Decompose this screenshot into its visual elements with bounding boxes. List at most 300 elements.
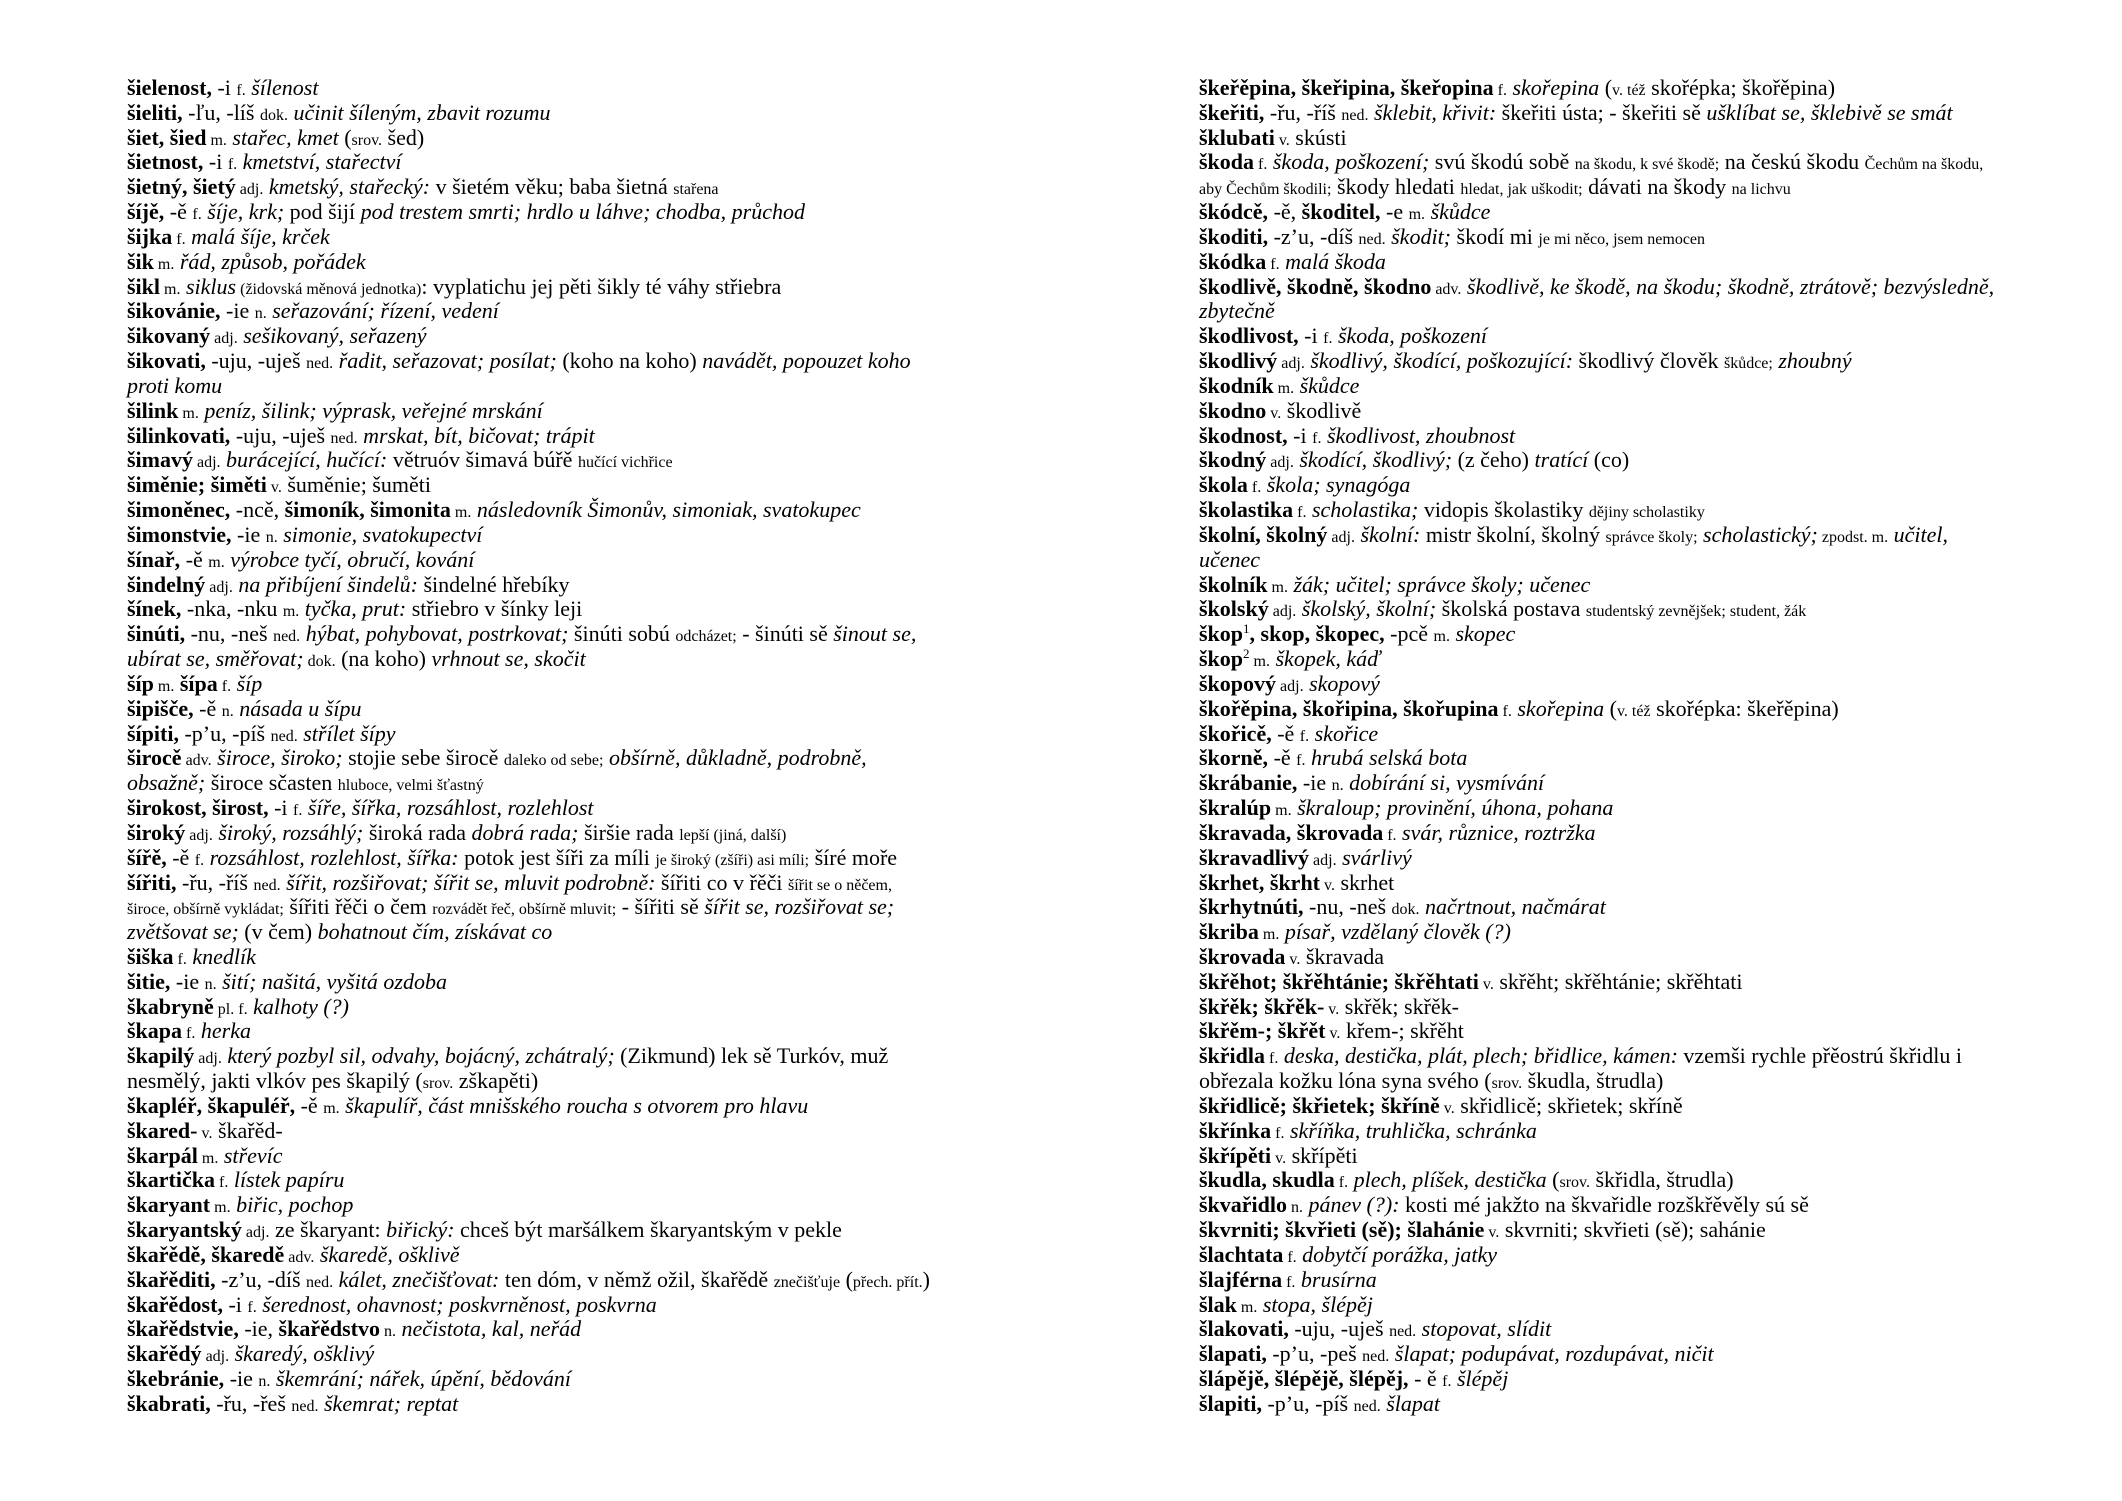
definition-text: šlapat; podupávat, rozdupávat, ničit <box>1389 1341 1714 1367</box>
definition-text: dobírání si, vysmívání <box>1343 770 1545 796</box>
label-text: f. <box>172 230 186 248</box>
label-text: f. <box>1282 1273 1296 1291</box>
entry-line <box>127 473 930 498</box>
label-text: f. <box>1296 752 1306 770</box>
entry-line <box>1199 597 1994 622</box>
definition-text: škodící, škodlivý; <box>1293 447 1453 473</box>
entry-text: -ie <box>170 968 205 994</box>
definition-text: dobytčí porážka, jatky <box>1296 1241 1498 1267</box>
entry-line <box>127 1268 930 1293</box>
definition-text: učenec <box>1199 546 1261 572</box>
definition-text: siklus <box>180 273 237 299</box>
entry-text: vzemši rychle přěostrú škřidlu i <box>1677 1043 1963 1069</box>
definition-text: kalhoty (?) <box>247 993 349 1019</box>
headword: škoditi, <box>1199 223 1269 249</box>
label-text: m. <box>1273 379 1295 397</box>
headword: škola <box>1199 472 1248 498</box>
label-text: ned. <box>1353 1397 1381 1415</box>
headword: šíjě, <box>127 199 165 225</box>
label-text: v. <box>1266 404 1282 422</box>
headword: , skop, škopec, <box>1249 621 1385 647</box>
definition-text: lístek papíru <box>228 1167 345 1193</box>
entry-text: zškapěti) <box>453 1068 539 1094</box>
definition-text: násada u šípu <box>233 695 362 721</box>
entry-text: škeřiti ústa; - škeřiti sě <box>1496 99 1707 125</box>
entry-line <box>127 970 930 995</box>
label-text: adj. <box>201 1348 230 1366</box>
entry-text: -uju, -uješ <box>230 422 331 448</box>
label-text: rozvádět řeč, obšírně mluvit; <box>432 901 617 919</box>
label-text: v. <box>1324 1000 1340 1018</box>
headword: škařědost, <box>127 1291 223 1317</box>
entry-line <box>1199 1392 1994 1417</box>
definition-text: škodlivost, zhoubnost <box>1321 422 1516 448</box>
entry-line <box>127 1144 930 1169</box>
label-text: adj. <box>205 578 233 596</box>
entry-line <box>127 150 930 175</box>
headword: škabrati, <box>127 1390 211 1416</box>
entry-line <box>1199 647 1994 672</box>
label-text: m. <box>323 1099 340 1117</box>
label-text: m. <box>153 677 175 695</box>
definition-text: plech, plíšek, destička <box>1348 1167 1547 1193</box>
entry-line <box>1199 399 1994 424</box>
label-text: v. <box>1271 1149 1287 1167</box>
entry-text: -řu, -říš <box>1264 99 1342 125</box>
entry-line <box>1199 1168 1994 1193</box>
entry-text: dávati na škody <box>1582 174 1732 200</box>
entry-line <box>127 1044 930 1069</box>
label-text: v. <box>1285 950 1301 968</box>
entry-text: ( <box>1599 75 1613 100</box>
headword: širokost, širost, <box>127 795 269 821</box>
definition-text: škaredě, ošklivě <box>314 1241 460 1267</box>
headword: šípiti, <box>127 720 179 746</box>
entry-text: skvrniti; skvřieti (sě); sahánie <box>1499 1217 1766 1243</box>
label-text: adj. <box>193 454 221 472</box>
definition-text: šklebit, křivit: <box>1368 99 1497 125</box>
label-text: m. <box>1249 653 1270 671</box>
entry-text: skústi <box>1289 124 1347 150</box>
label-text: dok. <box>303 653 336 671</box>
headword: škop <box>1199 621 1244 647</box>
entry-text: skořépka: škeřěpina) <box>1650 695 1839 721</box>
headword: škrhytnúti, <box>1199 894 1304 920</box>
label-text: hučící vichřice <box>577 454 673 472</box>
entry-text: -uju, -uješ <box>1288 1316 1390 1342</box>
headword: školský <box>1199 596 1269 622</box>
entry-text: šuměnie; šuměti <box>281 472 431 498</box>
headword: šlachtata <box>1199 1241 1284 1267</box>
definition-text: škopek, káď <box>1270 646 1381 672</box>
label-text: srov. <box>1559 1174 1590 1192</box>
entry-text: střiebro v šínky leji <box>406 596 583 622</box>
definition-text: vrhnout se, skočit <box>431 646 586 672</box>
label-text: v. <box>1274 131 1290 149</box>
entry-text: -i <box>1287 422 1313 448</box>
entry-line <box>127 1193 930 1218</box>
entry-text: široká rada <box>363 819 472 845</box>
label-text: adv. <box>284 1248 315 1266</box>
entry-text: skřěk; skřěk- <box>1339 993 1459 1019</box>
definition-text: škodlivě, ke škodě, na škodu; škodně, ztrátově; bezvýsledně, <box>1461 273 1995 299</box>
label-text: ned. <box>306 1273 334 1291</box>
entry-text: -i <box>211 75 237 100</box>
entry-line <box>127 1019 930 1044</box>
definition-text: stopovat, slídit <box>1416 1316 1552 1342</box>
label-text: adj. <box>185 826 213 844</box>
definition-text: ubírat se, směřovat; <box>127 646 304 672</box>
entry-text: -ie, <box>238 1316 279 1342</box>
label-text: ned. <box>1341 106 1369 124</box>
entry-text: na českú škodu <box>1719 149 1865 175</box>
label-text: f. <box>194 851 205 869</box>
entry-text: v šietém věku; baba šietná <box>430 174 674 200</box>
label-text: f. <box>1293 504 1307 522</box>
definition-text: šerednost, ohavnost; poskvrněnost, poskvrna <box>256 1291 657 1317</box>
label-text: na lichvu <box>1731 181 1791 199</box>
headword: škrovada <box>1199 943 1286 969</box>
entry-line <box>1199 1342 1994 1367</box>
label-text: n. <box>379 1323 396 1341</box>
label-text: adv. <box>1431 280 1462 298</box>
label-text: adj. <box>194 1050 222 1068</box>
left-column <box>127 76 930 1417</box>
definition-text: písař, vzdělaný člověk (?) <box>1279 919 1511 945</box>
headword: škravada, škrovada <box>1199 819 1384 845</box>
definition-text: tratící <box>1534 447 1589 473</box>
definition-text: skořepina <box>1511 695 1605 721</box>
entry-line <box>1199 1144 1994 1169</box>
headword: šikl <box>127 273 161 299</box>
label-text: srov. <box>351 131 383 149</box>
headword: školastika <box>1199 497 1294 523</box>
entry-text: -ie <box>220 298 255 324</box>
definition-text: obšírně, důkladně, podrobně, <box>603 745 867 771</box>
entry-line <box>127 1094 930 1119</box>
definition-text: pánev (?): <box>1303 1192 1400 1218</box>
entry-line <box>127 349 930 374</box>
definition-text: ušklíbat se, šklebivě se smát <box>1706 99 1953 125</box>
entry-line <box>127 647 930 672</box>
label-text: f. <box>1266 255 1280 273</box>
entry-text: křem-; skřěht <box>1340 1018 1464 1044</box>
entry-text: -nka, -nku <box>181 596 283 622</box>
headword: šířiti, <box>127 869 177 895</box>
definition-text: načrtnout, načmárat <box>1419 894 1606 920</box>
label-text: adj. <box>1266 454 1294 472</box>
headword: škarpál <box>127 1142 198 1168</box>
definition-text: zhoubný <box>1772 348 1852 374</box>
entry-text: -ie <box>231 521 266 547</box>
headword: škodlivost, <box>1199 323 1299 349</box>
definition-text: skořepina <box>1506 75 1600 100</box>
definition-text: knedlík <box>186 943 256 969</box>
entry-text: škodí mi <box>1451 223 1539 249</box>
headword: šimavý <box>127 447 193 473</box>
label-text: v. <box>1478 975 1494 993</box>
definition-text: navádět, popouzet koho <box>702 348 911 374</box>
definition-text: škodit; <box>1385 223 1452 249</box>
headword: škřěhot; škřěhtánie; škřěhtati <box>1199 968 1479 994</box>
headword: šikovati, <box>127 348 206 374</box>
headword: šiet, šied <box>127 124 207 150</box>
definition-text: dobrá rada; <box>471 819 579 845</box>
label-text: ned. <box>273 628 301 646</box>
entry-text: škodlivý člověk <box>1573 348 1724 374</box>
entry-text: skřěht; skřěhtánie; skřěhtati <box>1493 968 1743 994</box>
definition-text: tyčka, prut: <box>299 596 407 622</box>
entry-text: škařěd- <box>212 1117 283 1143</box>
label-text: adj. <box>1277 355 1305 373</box>
definition-text: zvětšovat se; <box>127 919 239 945</box>
definition-text: obsažně; <box>127 770 206 796</box>
entry-text: (v čem) <box>238 919 318 945</box>
entry-text: - šinúti sě <box>736 621 834 647</box>
entry-line <box>1199 622 1994 647</box>
label-text: (židovská měnová jednotka) <box>236 280 422 298</box>
headword: šlak <box>1199 1291 1237 1317</box>
entry-text: skřidlicě; skřietek; skříně <box>1454 1092 1683 1118</box>
definition-text: skříňka, truhlička, schránka <box>1284 1117 1537 1143</box>
headword: škoditel, <box>1301 199 1381 225</box>
definition-text: škemrání; nářek, úpění, bědování <box>270 1366 571 1392</box>
definition-text: škůdce <box>1294 372 1360 398</box>
entry-text: škody hledati <box>1331 174 1461 200</box>
entry-line <box>127 1069 930 1094</box>
entry-line <box>127 796 930 821</box>
entry-line <box>1199 523 1994 548</box>
headword: šlapiti, <box>1199 1390 1262 1416</box>
entry-text: pod šijí <box>284 199 361 225</box>
entry-line <box>1199 871 1994 896</box>
entry-line <box>127 771 930 796</box>
label-text: hledat, jak uškodit; <box>1460 181 1583 199</box>
entry-line <box>1199 796 1994 821</box>
label-text: adj. <box>1276 677 1304 695</box>
entry-line <box>1199 448 1994 473</box>
definition-text: šíře, šířka, rozsáhlost, rozlehlost <box>302 795 594 821</box>
entry-line <box>1199 200 1994 225</box>
definition-text: stopa, šlépěj <box>1257 1291 1373 1317</box>
entry-line <box>127 1119 930 1144</box>
label-text: dok. <box>260 106 288 124</box>
headword: škoda <box>1199 149 1255 175</box>
label-text: m. <box>206 131 227 149</box>
label-text: adj. <box>1327 528 1355 546</box>
entry-line <box>1199 970 1994 995</box>
definition-text: rozsáhlost, rozlehlost, šířka: <box>204 844 459 870</box>
entry-text: šířiti co v řěči <box>655 869 788 895</box>
entry-line <box>127 697 930 722</box>
entry-line <box>127 399 930 424</box>
label-text: je široký (zšíři) asi míli; <box>655 851 810 869</box>
entry-text: šinúti sobú <box>568 621 676 647</box>
headword: škebránie, <box>127 1366 225 1392</box>
headword: šindelný <box>127 571 206 597</box>
headword: škopový <box>1199 670 1277 696</box>
right-column <box>1199 76 1994 1417</box>
entry-line <box>1199 1094 1994 1119</box>
label-text: f. <box>1265 1050 1279 1068</box>
entry-line <box>127 895 930 920</box>
entry-text: širšie rada <box>578 819 680 845</box>
label-text: ned. <box>291 1397 319 1415</box>
headword: šikovánie, <box>127 298 221 324</box>
definition-text: svár, různice, roztržka <box>1396 819 1596 845</box>
entry-text: -i <box>1298 323 1324 349</box>
entry-text: -z’u, -díš <box>1268 223 1359 249</box>
label-text: m. <box>1236 1298 1258 1316</box>
label-text: f. <box>1312 429 1322 447</box>
headword: škřěm-; škřět <box>1199 1018 1326 1044</box>
definition-text: zbytečně <box>1199 298 1275 324</box>
headword: škařědstvo <box>278 1316 380 1342</box>
entry-line <box>1199 101 1994 126</box>
headword: škartička <box>127 1167 215 1193</box>
entry-text: : vyplatichu jej pěti šikly té váhy střiebra <box>421 273 782 299</box>
entry-text: -z’u, -díš <box>215 1266 307 1292</box>
definition-text: malá šíje, krček <box>185 223 330 249</box>
label-text: m. <box>210 1199 231 1217</box>
entry-line <box>1199 573 1994 598</box>
headword: škodno <box>1199 397 1267 423</box>
headword: šikovaný <box>127 323 211 349</box>
entry-line <box>1199 945 1994 970</box>
entry-text: skořépka; škořěpina) <box>1645 75 1836 100</box>
headword: šilinkovati, <box>127 422 231 448</box>
headword: škodnost, <box>1199 422 1288 448</box>
label-text: v. <box>266 479 282 497</box>
entry-line <box>1199 548 1994 573</box>
headword: škořicě, <box>1199 720 1272 746</box>
label-text: zpodst. m. <box>1817 528 1889 546</box>
entry-line <box>1199 722 1994 747</box>
entry-line <box>127 275 930 300</box>
label-text: v. <box>1484 1224 1500 1242</box>
headword: šieliti, <box>127 99 183 125</box>
label-text: adv. <box>181 752 212 770</box>
entry-text: -p’u, -píš <box>178 720 271 746</box>
label-text: f. <box>192 206 202 224</box>
definition-text: škraloup; provinění, úhona, pohana <box>1291 795 1614 821</box>
label-text: srov. <box>422 1075 454 1093</box>
definition-text: skopový <box>1303 670 1380 696</box>
entry-text: -ě, <box>1268 199 1302 225</box>
entry-text: škřidla, štrudla) <box>1589 1167 1734 1193</box>
entry-line <box>1199 1317 1994 1342</box>
entry-line <box>1199 424 1994 449</box>
entry-text: ze škaryant: <box>269 1217 387 1243</box>
entry-text: -ě <box>193 695 222 721</box>
definition-text: široce, široko; <box>211 745 343 771</box>
label-text: dějiny scholastiky <box>1588 504 1705 522</box>
entry-text: - ě <box>1408 1366 1443 1392</box>
headword: škřidlicě; škřietek; škříně <box>1199 1092 1440 1118</box>
label-text: adj. <box>1268 603 1297 621</box>
entry-text: ( <box>840 1266 853 1292</box>
headword: škřidla <box>1199 1043 1266 1069</box>
entry-line <box>1199 672 1994 697</box>
entry-text: -uju, -uješ <box>205 348 307 374</box>
headword: škrhet, škrht <box>1199 869 1321 895</box>
entry-text: ( <box>338 124 352 150</box>
entry-text: svú škodú sobě <box>1429 149 1575 175</box>
label-text: škůdce; <box>1723 355 1773 373</box>
homonym-number: 2 <box>1243 646 1250 662</box>
entry-text: -řu, -říš <box>176 869 254 895</box>
entry-line <box>1199 895 1994 920</box>
definition-text: peníz, šilink; výprask, veřejné mrskání <box>198 397 543 423</box>
definition-text: který pozbyl sil, odvahy, bojácný, zchátralý; <box>221 1043 615 1069</box>
label-text: dok. <box>1391 901 1420 919</box>
label-text: f. <box>1442 1373 1452 1391</box>
definition-text: šílenost <box>245 75 319 100</box>
headword: škop <box>1199 646 1244 672</box>
entry-line <box>1199 498 1994 523</box>
entry-text: -ě <box>164 199 193 225</box>
label-text: m. <box>197 1149 219 1167</box>
label-text: m. <box>160 280 181 298</box>
label-text: ned. <box>1389 1323 1417 1341</box>
entry-text: -pcě <box>1384 621 1434 647</box>
label-text: f. <box>217 677 232 695</box>
entry-line <box>1199 697 1994 722</box>
definition-text: malá škoda <box>1279 248 1386 274</box>
label-text: f. <box>1247 479 1262 497</box>
entry-line <box>127 1218 930 1243</box>
entry-text: -ě <box>1268 745 1297 771</box>
label-text: v. též <box>1612 82 1646 99</box>
entry-text: ( <box>1546 1167 1560 1193</box>
label-text: šířit se o něčem, <box>788 876 892 894</box>
headword: šimoník, šimonita <box>284 497 451 523</box>
headword: škařědý <box>127 1341 202 1367</box>
entry-text: šed) <box>382 124 425 150</box>
entry-line <box>1199 1268 1994 1293</box>
definition-text: simonie, svatokupectví <box>277 521 483 547</box>
headword: škřípěti <box>1199 1142 1272 1168</box>
definition-text: kmetský, stařecký: <box>263 174 431 200</box>
definition-text: skořice <box>1309 720 1379 746</box>
entry-line <box>1199 920 1994 945</box>
entry-line <box>127 920 930 945</box>
entry-line <box>1199 1119 1994 1144</box>
entry-text: -ie <box>1297 770 1332 796</box>
headword: šlápějě, šlépějě, šlépěj, <box>1199 1366 1409 1392</box>
label-text: v. <box>197 1124 213 1142</box>
entry-line <box>1199 76 1994 101</box>
headword: šiška <box>127 943 174 969</box>
label-text: m. <box>1258 926 1280 944</box>
headword: šklubati <box>1199 124 1275 150</box>
label-text: f. <box>1254 156 1268 174</box>
label-text: ned. <box>1358 230 1386 248</box>
headword: školní, školný <box>1199 521 1328 547</box>
label-text: adj. <box>210 330 238 348</box>
headword: šitie, <box>127 968 171 994</box>
headword: šlapati, <box>1199 1341 1267 1367</box>
label-text: m. <box>450 504 472 522</box>
entry-text: -ncě, <box>230 497 285 523</box>
entry-line <box>1199 821 1994 846</box>
entry-line <box>1199 299 1994 324</box>
definition-text: seřazování; řízení, vedení <box>266 298 499 324</box>
entry-line <box>127 299 930 324</box>
entry-text: (koho na koho) <box>556 348 703 374</box>
label-text: ned. <box>270 727 298 745</box>
label-text: ned. <box>253 876 281 894</box>
